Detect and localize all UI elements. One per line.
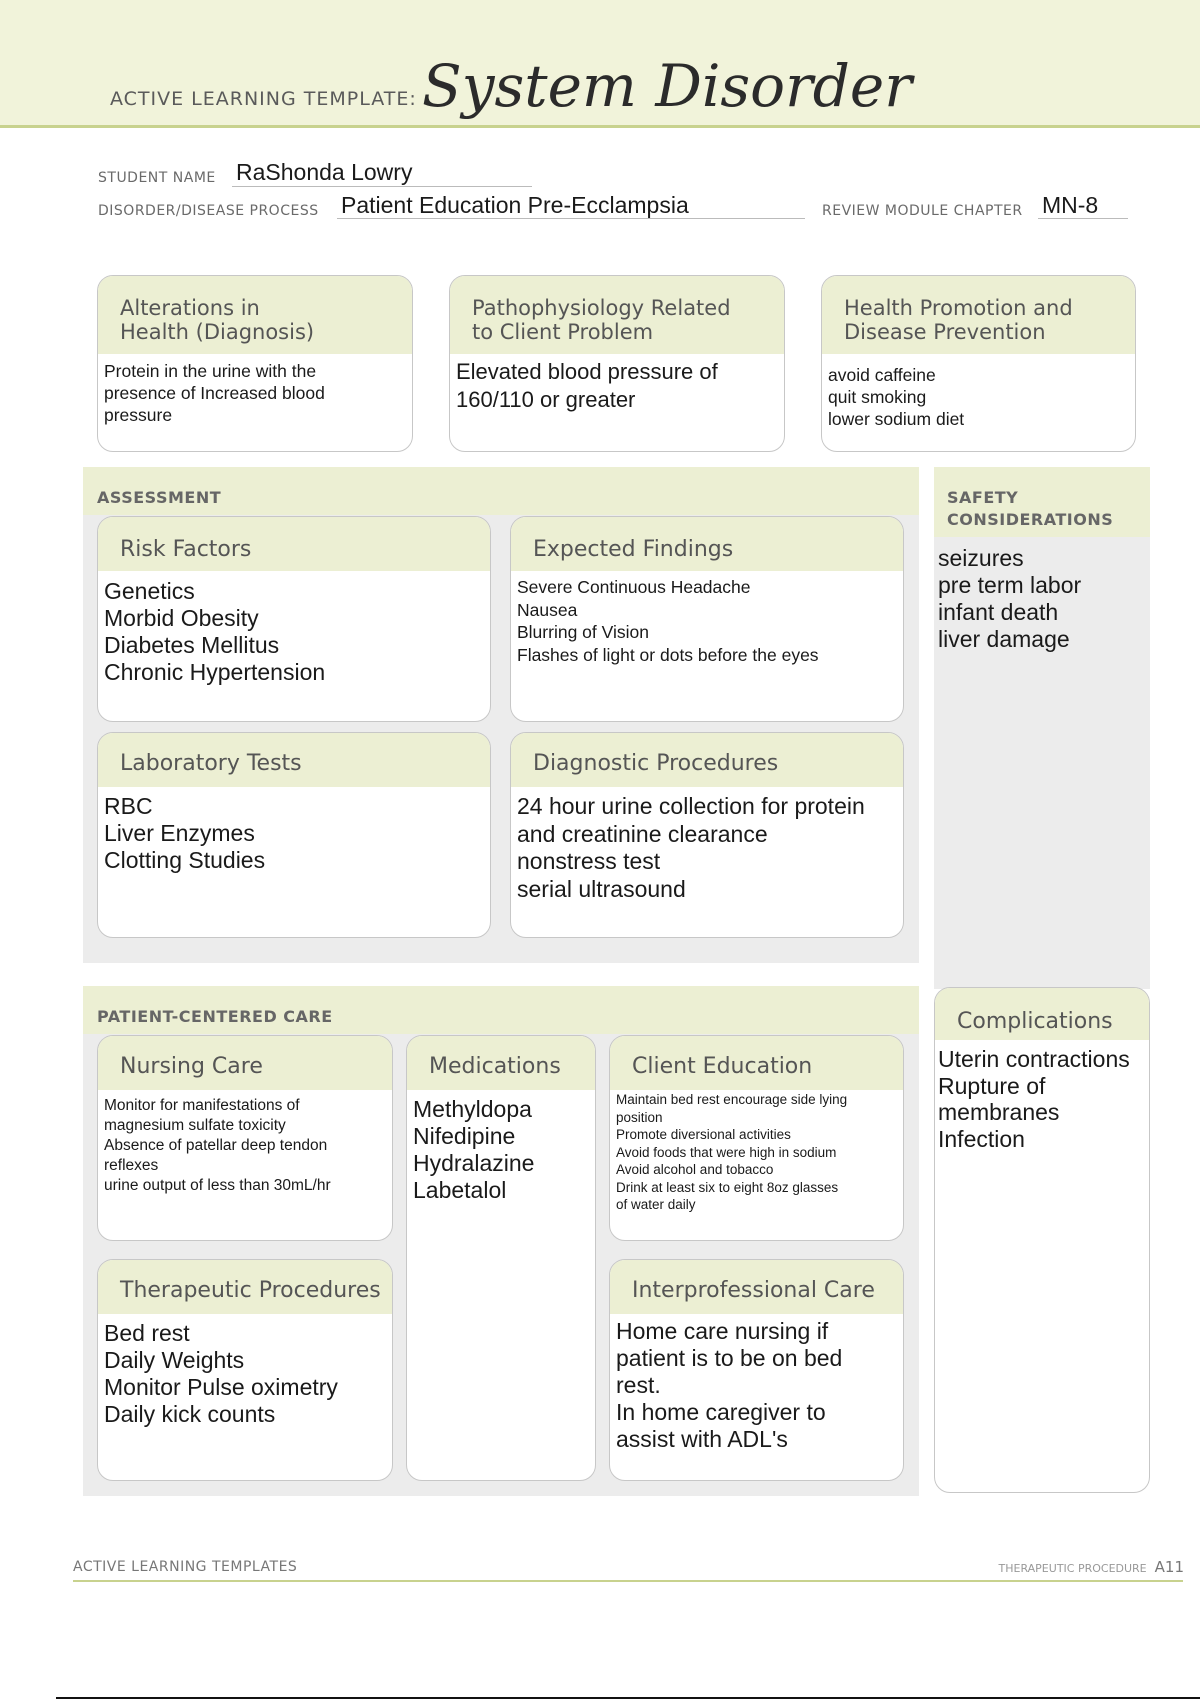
pathophysiology-card	[449, 275, 785, 452]
medications-card	[406, 1035, 596, 1481]
safety-label: SAFETY CONSIDERATIONS	[947, 488, 1114, 529]
expected-findings-card	[510, 516, 904, 722]
chapter-label: REVIEW MODULE CHAPTER	[822, 203, 1023, 219]
diagnostic-procedures-title: Diagnostic Procedures	[511, 733, 903, 787]
health-promotion-title: Health Promotion and Disease Prevention	[822, 276, 1135, 354]
therapeutic-procedures-card	[97, 1259, 393, 1481]
patient-care-label: PATIENT-CENTERED CARE	[97, 1007, 333, 1026]
diagnostic-procedures-card	[510, 732, 904, 938]
risk-factors-card	[97, 516, 491, 722]
disorder-label: DISORDER/DISEASE PROCESS	[98, 203, 319, 219]
assessment-label: ASSESSMENT	[97, 488, 222, 507]
interprofessional-care-title: Interprofessional Care	[610, 1260, 903, 1314]
medications-title: Medications	[407, 1036, 595, 1090]
footer-divider	[73, 1580, 1183, 1582]
page-title: System Disorder	[422, 52, 912, 120]
nursing-care-title: Nursing Care	[98, 1036, 392, 1090]
laboratory-tests-body[interactable]: RBC Liver Enzymes Clotting Studies	[104, 793, 266, 873]
therapeutic-procedures-title: Therapeutic Procedures	[98, 1260, 392, 1314]
student-name-field[interactable]: RaShonda Lowry	[236, 159, 413, 185]
client-education-title: Client Education	[610, 1036, 903, 1090]
interprofessional-care-body[interactable]: Home care nursing if patient is to be on bed rest. In home caregiver to assist with ADL's	[616, 1318, 843, 1452]
pathophysiology-body[interactable]: Elevated blood pressure of 160/110 or greater	[456, 359, 718, 412]
interprofessional-care-card	[609, 1259, 904, 1481]
footer-left: ACTIVE LEARNING TEMPLATES	[73, 1559, 298, 1575]
health-promotion-body[interactable]: avoid caffeine quit smoking lower sodium diet	[828, 365, 965, 429]
risk-factors-title: Risk Factors	[98, 517, 490, 571]
laboratory-tests-title: Laboratory Tests	[98, 733, 490, 787]
complications-title: Complications	[935, 988, 1149, 1040]
footer-procedure-label: THERAPEUTIC PROCEDURE	[998, 1562, 1147, 1575]
disorder-field[interactable]: Patient Education Pre-Ecclampsia	[341, 192, 689, 218]
therapeutic-procedures-body[interactable]: Bed rest Daily Weights Monitor Pulse oximetry Daily kick counts	[104, 1320, 338, 1427]
client-education-card	[609, 1035, 904, 1241]
diagnostic-procedures-body[interactable]: 24 hour urine collection for protein and creatinine clearance nonstress test serial ultrasound	[517, 793, 865, 902]
alterations-body[interactable]: Protein in the urine with the presence of Increased blood pressure	[104, 361, 325, 425]
risk-factors-body[interactable]: Genetics Morbid Obesity Diabetes Mellitus Chronic Hypertension	[104, 578, 326, 685]
student-name-label: STUDENT NAME	[98, 170, 216, 186]
expected-findings-title: Expected Findings	[511, 517, 903, 571]
safety-body[interactable]: seizures pre term labor infant death liver damage	[938, 545, 1082, 652]
laboratory-tests-card	[97, 732, 491, 938]
nursing-care-card	[97, 1035, 393, 1241]
student-name-underline	[232, 186, 532, 187]
health-promotion-card	[821, 275, 1136, 452]
chapter-field[interactable]: MN-8	[1042, 192, 1099, 218]
disorder-underline	[337, 218, 805, 219]
template-eyebrow: ACTIVE LEARNING TEMPLATE:	[110, 88, 417, 110]
chapter-underline	[1038, 218, 1128, 219]
pathophysiology-title: Pathophysiology Related to Client Problem	[450, 276, 784, 354]
medications-body[interactable]: Methyldopa Nifedipine Hydralazine Labetalol	[413, 1096, 535, 1203]
complications-card	[934, 987, 1150, 1493]
alterations-title: Alterations in Health (Diagnosis)	[98, 276, 412, 354]
bottom-rule	[56, 1697, 1200, 1699]
nursing-care-body[interactable]: Monitor for manifestations of magnesium sulfate toxicity Absence of patellar deep tendon reflexes urine output of less than 30mL/hr	[104, 1097, 331, 1194]
expected-findings-body[interactable]: Severe Continuous Headache Nausea Blurring of Vision Flashes of light or dots before the eyes	[517, 577, 819, 665]
alterations-card	[97, 275, 413, 452]
complications-body[interactable]: Uterin contractions Rupture of membranes Infection	[938, 1046, 1130, 1152]
client-education-body[interactable]: Maintain bed rest encourage side lying position Promote diversional activities Avoid foods that were high in sodium Avoid alcohol and tobacco Drink at least six to eight 8oz glasses of water daily	[616, 1092, 848, 1212]
footer-right	[999, 1558, 1184, 1576]
page-number: A11	[1154, 1558, 1184, 1576]
